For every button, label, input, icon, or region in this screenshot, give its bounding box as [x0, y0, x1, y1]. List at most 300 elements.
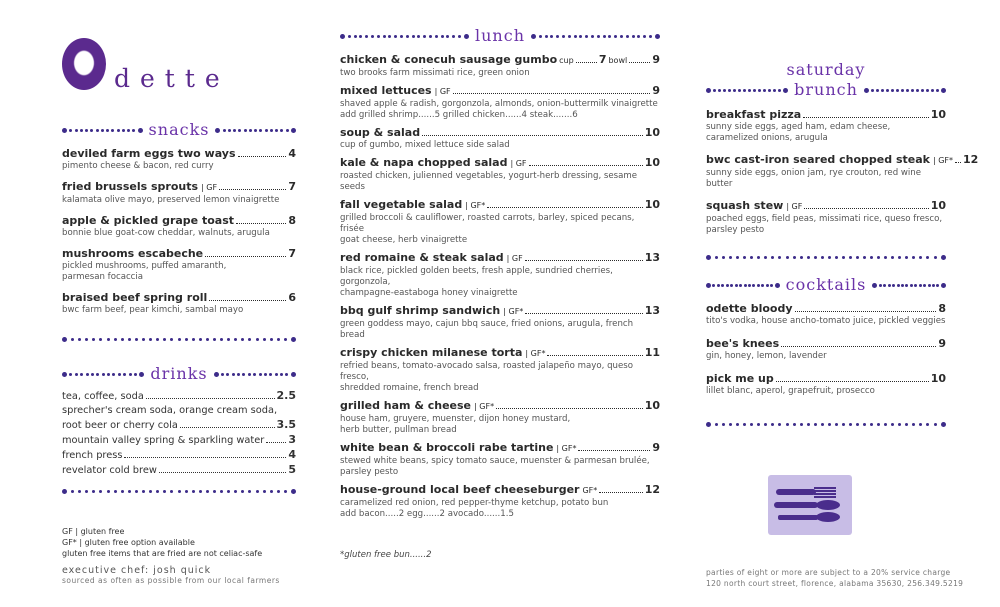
- dot: [178, 338, 181, 341]
- drink-price: 2.5: [276, 389, 296, 402]
- dot: [608, 35, 611, 38]
- dot: [226, 373, 229, 376]
- dot: [568, 35, 571, 38]
- menu-item: [62, 214, 296, 239]
- item-title-line: [340, 399, 660, 414]
- dot: [275, 373, 278, 376]
- dot: [129, 373, 132, 376]
- dot: [828, 423, 831, 426]
- gluten-free-tag: | GF: [201, 183, 218, 192]
- dot-leader: [487, 207, 642, 208]
- item-description: parsley pesto: [706, 225, 765, 235]
- menu-item: [62, 180, 296, 206]
- item-name: white bean & broccoli rabe tartine: [340, 441, 554, 454]
- item-description: poached eggs, field peas, missimati rice, queso fresco,: [706, 214, 943, 224]
- dot: [359, 35, 362, 38]
- dot: [842, 256, 845, 259]
- item-name: pick me up: [706, 372, 774, 385]
- item-title-line: [340, 346, 660, 361]
- dot: [800, 423, 803, 426]
- divider-dots: [340, 32, 469, 40]
- dot: [223, 129, 226, 132]
- dot: [270, 129, 273, 132]
- dot-leader: [422, 135, 643, 136]
- dot: [901, 89, 904, 92]
- dot: [78, 338, 81, 341]
- dot: [90, 129, 93, 132]
- dot: [112, 373, 115, 376]
- dot: [170, 338, 173, 341]
- dot: [254, 129, 257, 132]
- dot: [926, 256, 929, 259]
- item-description: grilled broccoli & cauliflower, roasted carrots, barley, spiced pecans, frisée: [340, 213, 635, 234]
- dot: [910, 284, 913, 287]
- item-title-line: [340, 84, 660, 99]
- dot: [85, 338, 88, 341]
- item-title-line: [340, 53, 660, 68]
- dot: [649, 35, 652, 38]
- dot: [85, 490, 88, 493]
- dot: [291, 489, 296, 494]
- dot: [114, 490, 117, 493]
- brunch-title-line1: saturday: [786, 60, 866, 79]
- dot-leader: [146, 398, 275, 399]
- dot: [896, 89, 899, 92]
- dot: [121, 338, 124, 341]
- dot: [221, 373, 224, 376]
- dot: [718, 89, 721, 92]
- item-title-line: [62, 180, 296, 195]
- item-price: 7: [288, 247, 296, 260]
- dot: [783, 88, 788, 93]
- dot-leader: [453, 93, 651, 94]
- dot: [752, 284, 755, 287]
- dot: [259, 129, 262, 132]
- divider-dots: [62, 370, 144, 378]
- executive-chef: executive chef: josh quick: [62, 565, 212, 576]
- dot: [263, 338, 266, 341]
- bowl-label: bowl: [608, 56, 628, 65]
- dot: [291, 128, 296, 133]
- dot: [423, 35, 426, 38]
- dot: [214, 372, 219, 377]
- item-name: deviled farm eggs two ways: [62, 147, 236, 160]
- dot: [936, 89, 939, 92]
- dot: [400, 35, 403, 38]
- drink-name: mountain valley spring & sparkling water: [62, 435, 265, 446]
- dot: [884, 256, 887, 259]
- dot: [821, 423, 824, 426]
- dot: [614, 35, 617, 38]
- dot: [562, 35, 565, 38]
- dot: [877, 423, 880, 426]
- item-price: 10: [644, 198, 660, 211]
- dot: [750, 256, 753, 259]
- dot: [775, 283, 780, 288]
- menu-item: [340, 53, 660, 79]
- item-price: 10: [644, 399, 660, 412]
- cup-price: 7: [598, 53, 607, 66]
- item-description: goat cheese, herb vinaigrette: [340, 235, 468, 245]
- dot-leader: [525, 260, 643, 261]
- dot: [748, 284, 751, 287]
- dot: [849, 423, 852, 426]
- snacks-list: [62, 147, 296, 324]
- item-description: shredded romaine, french bread: [340, 383, 479, 393]
- dot: [213, 338, 216, 341]
- footer-info: [706, 567, 966, 589]
- item-price: 10: [930, 108, 946, 121]
- dot-leader: [955, 162, 961, 163]
- dot: [761, 284, 764, 287]
- dot: [185, 490, 188, 493]
- dot: [919, 284, 922, 287]
- dot: [715, 256, 718, 259]
- brunch-header: [706, 81, 946, 99]
- item-name: odette bloody: [706, 302, 793, 315]
- cocktails-list: [706, 302, 946, 407]
- item-description: lillet blanc, aperol, grapefruit, prosecco: [706, 386, 875, 396]
- drink-item: [62, 404, 296, 418]
- dot: [71, 338, 74, 341]
- item-name: house-ground local beef cheeseburger: [340, 483, 580, 496]
- drink-price: 3: [288, 433, 296, 446]
- dot: [291, 337, 296, 342]
- dot: [793, 256, 796, 259]
- dot: [75, 129, 78, 132]
- dot: [706, 255, 711, 260]
- dot: [863, 423, 866, 426]
- dot: [69, 373, 72, 376]
- dot-leader: [599, 492, 642, 493]
- dot: [435, 35, 438, 38]
- dot: [750, 423, 753, 426]
- dot: [284, 338, 287, 341]
- dot: [156, 338, 159, 341]
- item-description: sunny side eggs, aged ham, edam cheese,: [706, 122, 891, 132]
- dot: [340, 34, 345, 39]
- dot: [706, 422, 711, 427]
- item-name: fried brussels sprouts: [62, 180, 199, 193]
- dot: [163, 338, 166, 341]
- item-title-line: [340, 483, 660, 498]
- dot: [241, 338, 244, 341]
- item-title-line: [62, 291, 296, 305]
- dot: [736, 423, 739, 426]
- item-description: champagne-eastaboga honey vinaigrette: [340, 288, 518, 298]
- dot: [232, 373, 235, 376]
- item-price: 13: [644, 304, 660, 317]
- dot: [884, 423, 887, 426]
- dot-leader: [804, 208, 928, 209]
- dot: [870, 423, 873, 426]
- dot: [892, 284, 895, 287]
- dot: [814, 423, 817, 426]
- dot: [864, 88, 869, 93]
- dot: [280, 129, 283, 132]
- dot: [156, 490, 159, 493]
- lunch-header: [340, 27, 660, 45]
- dot: [771, 423, 774, 426]
- dot-leader: [266, 442, 286, 443]
- item-name: squash stew: [706, 199, 784, 212]
- dot: [134, 373, 137, 376]
- item-title-line: [706, 153, 979, 168]
- dot-leader: [795, 311, 937, 312]
- dot: [118, 373, 121, 376]
- dot: [285, 373, 288, 376]
- dot: [135, 338, 138, 341]
- dot: [75, 373, 78, 376]
- farmers-note: sourced as often as possible from our local farmers: [62, 576, 280, 585]
- dot: [835, 423, 838, 426]
- dot: [429, 35, 432, 38]
- item-price: 9: [652, 441, 660, 454]
- item-title-line: [340, 251, 660, 266]
- dot: [778, 423, 781, 426]
- dot: [926, 423, 929, 426]
- dot: [107, 338, 110, 341]
- dot-leader: [803, 117, 928, 118]
- dot-leader: [629, 62, 650, 63]
- dot: [233, 129, 236, 132]
- menu-item: [706, 337, 946, 362]
- drinks-header: [62, 365, 296, 383]
- gluten-free-tag: | GF: [786, 202, 803, 211]
- menu-item: [340, 483, 660, 520]
- item-description: stewed white beans, spicy tomato sauce, muenster & parmesan brulée,: [340, 456, 650, 466]
- dot: [277, 338, 280, 341]
- dot: [721, 284, 724, 287]
- dot: [764, 423, 767, 426]
- menu-item: [706, 153, 979, 190]
- dot: [96, 129, 99, 132]
- dot: [539, 35, 542, 38]
- dot: [102, 373, 105, 376]
- dot: [365, 35, 368, 38]
- dot: [758, 89, 761, 92]
- dot: [417, 35, 420, 38]
- item-price: 8: [938, 302, 946, 315]
- dot: [778, 89, 781, 92]
- dot: [891, 89, 894, 92]
- dot: [265, 129, 268, 132]
- dot: [849, 256, 852, 259]
- divider-dots: [531, 32, 660, 40]
- dot: [736, 256, 739, 259]
- dot: [92, 338, 95, 341]
- dot: [856, 423, 859, 426]
- dot-leader: [576, 62, 597, 63]
- dot: [905, 423, 908, 426]
- dot: [876, 89, 879, 92]
- lunch-footnote: *gluten free bun......2: [340, 550, 432, 560]
- dot: [921, 89, 924, 92]
- drink-item: [62, 448, 296, 463]
- item-name: fall vegetable salad: [340, 198, 463, 211]
- dot: [726, 284, 729, 287]
- dot: [879, 284, 882, 287]
- dot: [931, 89, 934, 92]
- dot: [149, 490, 152, 493]
- dot: [249, 129, 252, 132]
- gluten-free-tag: GF*: [582, 486, 598, 495]
- dot: [888, 284, 891, 287]
- dot: [80, 373, 83, 376]
- item-description: shaved apple & radish, gorgonzola, almonds, onion-buttermilk vinaigrette: [340, 99, 658, 109]
- item-description: tito's vodka, house ancho-tomato juice, pickled veggies: [706, 316, 946, 326]
- item-description: pickled mushrooms, puffed amaranth,: [62, 261, 227, 271]
- dot: [371, 35, 374, 38]
- dot: [905, 284, 908, 287]
- drink-name: root beer or cherry cola: [62, 420, 178, 431]
- dot: [383, 35, 386, 38]
- menu-item: [340, 346, 660, 394]
- drink-name: sprecher's cream soda, orange cream soda,: [62, 405, 278, 416]
- dot: [706, 88, 711, 93]
- item-title-line: [340, 441, 660, 456]
- dot: [394, 35, 397, 38]
- drink-item: [62, 418, 296, 433]
- dot: [556, 35, 559, 38]
- item-description: two brooks farm missimati rice, green onion: [340, 68, 530, 78]
- drink-price: 5: [288, 463, 296, 476]
- dot: [117, 129, 120, 132]
- dot: [122, 129, 125, 132]
- cocktails-title: cocktails: [785, 275, 867, 294]
- dot: [277, 490, 280, 493]
- dot: [142, 338, 145, 341]
- item-description: add bacon.....2 egg......2 avocado......1.5: [340, 509, 514, 519]
- dot: [275, 129, 278, 132]
- dot: [215, 128, 220, 133]
- dot: [722, 423, 725, 426]
- dot: [139, 372, 144, 377]
- gluten-free-tag: | GF*: [503, 307, 524, 316]
- dot: [748, 89, 751, 92]
- cocktails-header: [706, 276, 946, 294]
- dot: [872, 283, 877, 288]
- dot: [234, 490, 237, 493]
- gluten-free-tag: | GF*: [525, 349, 546, 358]
- item-description: parmesan focaccia: [62, 272, 144, 282]
- dot: [919, 423, 922, 426]
- dot: [814, 256, 817, 259]
- menu-item: [62, 291, 296, 316]
- dot: [121, 490, 124, 493]
- dot: [227, 490, 230, 493]
- dot: [377, 35, 380, 38]
- menu-item: [706, 372, 946, 397]
- gluten-free-tag: | GF: [510, 159, 527, 168]
- dot: [238, 129, 241, 132]
- dot: [603, 35, 606, 38]
- dot: [620, 35, 623, 38]
- dot: [739, 284, 742, 287]
- item-title-line: [340, 126, 660, 140]
- menu-item: [340, 156, 660, 193]
- dot-leader: [496, 408, 643, 409]
- dot: [91, 373, 94, 376]
- dot: [715, 423, 718, 426]
- item-description: cup of gumbo, mixed lettuce side salad: [340, 140, 510, 150]
- divider-dots: [62, 487, 296, 495]
- item-description: caramelized onions, arugula: [706, 133, 828, 143]
- legend-gf: GF | gluten free: [62, 527, 125, 536]
- dot: [729, 423, 732, 426]
- divider-dots: [706, 86, 788, 94]
- gluten-free-tag: | GF*: [474, 402, 495, 411]
- menu-item: [340, 126, 660, 151]
- dot: [926, 89, 929, 92]
- utensils-icon: [768, 475, 852, 535]
- dot: [241, 490, 244, 493]
- dot: [936, 284, 939, 287]
- dot: [856, 256, 859, 259]
- dot: [870, 256, 873, 259]
- item-price: 9: [652, 53, 661, 66]
- dot: [92, 490, 95, 493]
- dot: [99, 490, 102, 493]
- dot: [192, 490, 195, 493]
- drinks-list: [62, 389, 296, 478]
- dot: [149, 338, 152, 341]
- dot: [916, 89, 919, 92]
- drink-item: [62, 389, 296, 404]
- dot: [574, 35, 577, 38]
- dot: [62, 489, 67, 494]
- dot: [170, 490, 173, 493]
- dot: [348, 35, 351, 38]
- dot: [928, 284, 931, 287]
- dot: [248, 338, 251, 341]
- item-name: mixed lettuces: [340, 84, 432, 97]
- dot: [706, 283, 711, 288]
- dot: [135, 490, 138, 493]
- menu-item: [340, 304, 660, 341]
- dot: [807, 256, 810, 259]
- dot: [905, 256, 908, 259]
- dot: [192, 338, 195, 341]
- dot: [62, 337, 67, 342]
- item-price: 10: [644, 156, 660, 169]
- menu-item: [62, 147, 296, 172]
- dot: [128, 490, 131, 493]
- item-description: bonnie blue goat-cow cheddar, walnuts, arugula: [62, 228, 270, 238]
- dot: [284, 490, 287, 493]
- utensils-stamp-image: [768, 475, 852, 535]
- dot: [743, 89, 746, 92]
- item-description: kalamata olive mayo, preserved lemon vinaigrette: [62, 195, 280, 205]
- item-name: braised beef spring roll: [62, 291, 208, 304]
- dot: [597, 35, 600, 38]
- dot: [906, 89, 909, 92]
- dot: [941, 422, 946, 427]
- dot: [228, 129, 231, 132]
- item-price: 12: [644, 483, 660, 496]
- item-description: refried beans, tomato-avocado salsa, roasted jalapeño mayo, queso fresco,: [340, 361, 634, 382]
- gluten-legend: [62, 526, 302, 585]
- dot: [227, 338, 230, 341]
- dot: [886, 89, 889, 92]
- dot: [62, 128, 67, 133]
- item-title-line: [340, 304, 660, 319]
- dot: [891, 423, 894, 426]
- dot: [69, 129, 72, 132]
- logo-wordmark: dette: [114, 64, 230, 93]
- dot: [744, 284, 747, 287]
- dot: [757, 256, 760, 259]
